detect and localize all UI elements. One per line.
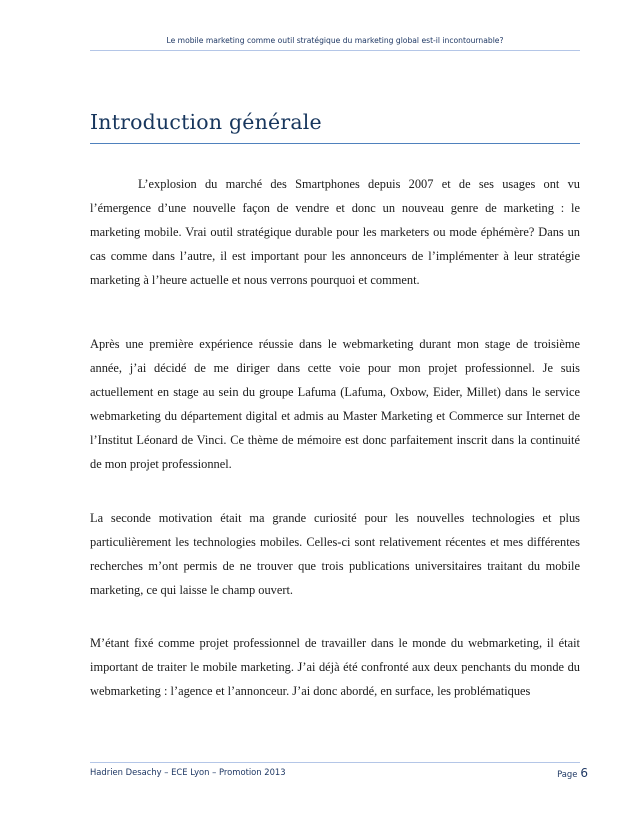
paragraph-intro: L’explosion du marché des Smartphones depuis 2007 et de ses usages ont vu l’émergence d’une nouvelle façon de vendre et donc un nouveau genre de marketing : le marketing mobile. Vrai outil stratégique durable pour les marketers ou mode éphémère? Dans un cas comme dans l’autre, il est important pour les annonceurs de l’implémenter à leur stratégie marketing à l’heure actuelle et nous verrons pourquoi et comment. [90,177,580,287]
page-indicator [557,766,588,780]
title-underline [90,143,580,144]
page-number: 6 [580,766,588,780]
footer-author: Hadrien Desachy – ECE Lyon – Promotion 2013 [90,767,286,777]
running-header: Le mobile marketing comme outil stratégique du marketing global est-il incontournable? [166,36,504,45]
paragraph-motivation: La seconde motivation était ma grande curiosité pour les nouvelles technologies et plus particulièrement les technologies mobiles. Celles-ci sont relativement récentes et mes différentes recherches m’ont permis de ne trouver que trois publications universitaires traitant du mobile marketing, ce qui laisse le champ ouvert. [90,511,580,597]
page-label: Page [557,769,578,779]
section-title: Introduction générale [90,110,322,134]
paragraph-experience: Après une première expérience réussie dans le webmarketing durant mon stage de troisième année, j’ai décidé de me diriger dans cette voie pour mon projet professionnel. Je suis actuellement en stage au sein du groupe Lafuma (Lafuma, Oxbow, Eider, Millet) dans le service webmarketing du département digital et admis au Master Marketing et Commerce sur Internet de l’Institut Léonard de Vinci. Ce thème de mémoire est donc parfaitement inscrit dans la continuité de mon projet professionnel. [90,337,580,471]
paragraph-project: M’étant fixé comme projet professionnel de travailler dans le monde du webmarketing, il était important de traiter le mobile marketing. J’ai déjà été confronté aux deux penchants du monde du webmarketing : l’agence et l’annonceur. J’ai donc abordé, en surface, les problématiques [90,636,580,698]
header-divider [90,50,580,51]
footer-divider [90,762,580,763]
